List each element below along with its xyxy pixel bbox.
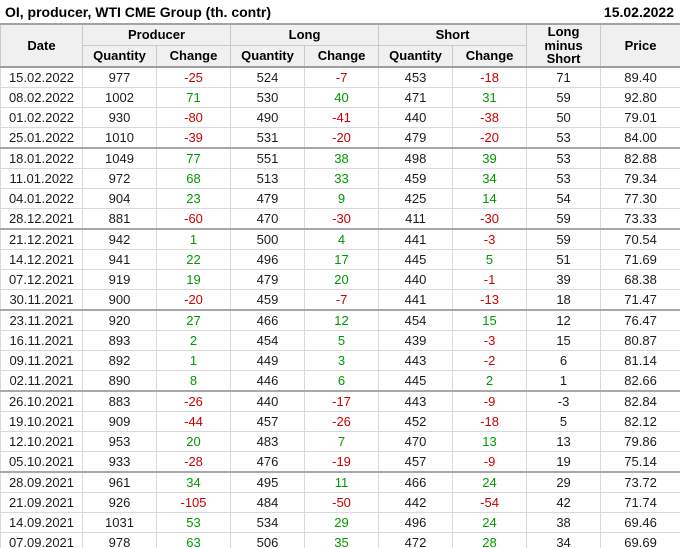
long-quantity-cell: 454	[231, 330, 305, 350]
price-cell: 82.88	[601, 148, 680, 169]
table-row	[1, 330, 680, 350]
producer-change-cell: 27	[157, 310, 231, 331]
long-minus-short-cell: 34	[527, 532, 601, 548]
producer-quantity-cell: 1002	[83, 87, 157, 107]
producer-quantity-cell: 904	[83, 188, 157, 208]
short-quantity-cell: 470	[379, 431, 453, 451]
date-cell: 08.02.2022	[1, 87, 83, 107]
table-row	[1, 289, 680, 310]
producer-change-cell: -20	[157, 289, 231, 310]
long-change-cell: -17	[305, 391, 379, 412]
date-cell: 21.12.2021	[1, 229, 83, 250]
table-header	[1, 24, 680, 67]
long-change-cell: 6	[305, 370, 379, 391]
long-minus-short-cell: 15	[527, 330, 601, 350]
table-row	[1, 127, 680, 148]
col-group-short: Short	[379, 24, 527, 45]
table-row	[1, 310, 680, 331]
producer-quantity-cell: 890	[83, 370, 157, 391]
producer-quantity-cell: 930	[83, 107, 157, 127]
long-quantity-cell: 534	[231, 512, 305, 532]
price-cell: 70.54	[601, 229, 680, 250]
short-change-cell: 28	[453, 532, 527, 548]
short-quantity-cell: 457	[379, 451, 453, 472]
short-quantity-cell: 466	[379, 472, 453, 493]
col-group-long: Long	[231, 24, 379, 45]
long-change-cell: 29	[305, 512, 379, 532]
short-quantity-cell: 443	[379, 391, 453, 412]
date-cell: 14.12.2021	[1, 249, 83, 269]
date-cell: 15.02.2022	[1, 67, 83, 88]
short-change-cell: 24	[453, 512, 527, 532]
price-cell: 79.34	[601, 168, 680, 188]
table-row	[1, 532, 680, 548]
long-quantity-cell: 449	[231, 350, 305, 370]
long-change-cell: 11	[305, 472, 379, 493]
price-cell: 69.46	[601, 512, 680, 532]
producer-change-cell: 8	[157, 370, 231, 391]
table-row	[1, 472, 680, 493]
table-row	[1, 451, 680, 472]
price-cell: 89.40	[601, 67, 680, 88]
short-quantity-cell: 439	[379, 330, 453, 350]
table-row	[1, 431, 680, 451]
producer-change-cell: 63	[157, 532, 231, 548]
short-change-cell: -9	[453, 391, 527, 412]
long-change-cell: -7	[305, 289, 379, 310]
col-group-producer: Producer	[83, 24, 231, 45]
short-quantity-cell: 440	[379, 107, 453, 127]
price-cell: 73.33	[601, 208, 680, 229]
price-cell: 84.00	[601, 127, 680, 148]
date-cell: 18.01.2022	[1, 148, 83, 169]
report-date: 15.02.2022	[603, 3, 674, 20]
long-quantity-cell: 530	[231, 87, 305, 107]
short-quantity-cell: 441	[379, 229, 453, 250]
short-change-cell: 5	[453, 249, 527, 269]
long-change-cell: -7	[305, 67, 379, 88]
short-change-cell: -18	[453, 411, 527, 431]
producer-quantity-cell: 978	[83, 532, 157, 548]
producer-quantity-cell: 953	[83, 431, 157, 451]
short-change-cell: -38	[453, 107, 527, 127]
long-minus-short-cell: 38	[527, 512, 601, 532]
long-minus-short-cell: 18	[527, 289, 601, 310]
long-change-cell: -50	[305, 492, 379, 512]
price-cell: 79.01	[601, 107, 680, 127]
long-change-cell: 33	[305, 168, 379, 188]
long-quantity-cell: 440	[231, 391, 305, 412]
producer-change-cell: 22	[157, 249, 231, 269]
long-change-cell: -26	[305, 411, 379, 431]
long-quantity-cell: 484	[231, 492, 305, 512]
producer-change-cell: -44	[157, 411, 231, 431]
table-row	[1, 391, 680, 412]
long-minus-short-cell: 13	[527, 431, 601, 451]
table-row	[1, 249, 680, 269]
producer-change-cell: 20	[157, 431, 231, 451]
long-minus-short-cell: 53	[527, 148, 601, 169]
long-quantity-cell: 500	[231, 229, 305, 250]
price-cell: 79.86	[601, 431, 680, 451]
long-minus-short-cell: -3	[527, 391, 601, 412]
col-header-short-change: Change	[453, 45, 527, 66]
short-change-cell: -3	[453, 330, 527, 350]
table-row	[1, 411, 680, 431]
producer-change-cell: 34	[157, 472, 231, 493]
short-quantity-cell: 441	[379, 289, 453, 310]
producer-quantity-cell: 881	[83, 208, 157, 229]
producer-change-cell: -105	[157, 492, 231, 512]
long-change-cell: 17	[305, 249, 379, 269]
long-change-cell: 20	[305, 269, 379, 289]
price-cell: 71.69	[601, 249, 680, 269]
short-change-cell: -13	[453, 289, 527, 310]
long-quantity-cell: 446	[231, 370, 305, 391]
price-cell: 68.38	[601, 269, 680, 289]
long-minus-short-cell: 39	[527, 269, 601, 289]
short-change-cell: 24	[453, 472, 527, 493]
date-cell: 07.12.2021	[1, 269, 83, 289]
price-cell: 82.12	[601, 411, 680, 431]
date-cell: 23.11.2021	[1, 310, 83, 331]
long-change-cell: -30	[305, 208, 379, 229]
producer-quantity-cell: 1031	[83, 512, 157, 532]
col-header-producer-quantity: Quantity	[83, 45, 157, 66]
short-quantity-cell: 454	[379, 310, 453, 331]
table-row	[1, 350, 680, 370]
producer-quantity-cell: 1010	[83, 127, 157, 148]
short-quantity-cell: 425	[379, 188, 453, 208]
producer-quantity-cell: 926	[83, 492, 157, 512]
long-change-cell: -41	[305, 107, 379, 127]
price-cell: 75.14	[601, 451, 680, 472]
short-quantity-cell: 445	[379, 370, 453, 391]
col-header-short-quantity: Quantity	[379, 45, 453, 66]
col-header-price: Price	[601, 24, 680, 67]
long-minus-short-cell: 53	[527, 127, 601, 148]
date-cell: 07.09.2021	[1, 532, 83, 548]
producer-quantity-cell: 900	[83, 289, 157, 310]
producer-change-cell: -28	[157, 451, 231, 472]
producer-quantity-cell: 961	[83, 472, 157, 493]
date-cell: 14.09.2021	[1, 512, 83, 532]
long-quantity-cell: 524	[231, 67, 305, 88]
price-cell: 82.66	[601, 370, 680, 391]
short-quantity-cell: 442	[379, 492, 453, 512]
long-change-cell: 38	[305, 148, 379, 169]
date-cell: 16.11.2021	[1, 330, 83, 350]
price-cell: 77.30	[601, 188, 680, 208]
long-change-cell: 35	[305, 532, 379, 548]
table-row	[1, 492, 680, 512]
short-quantity-cell: 471	[379, 87, 453, 107]
long-minus-short-cell: 1	[527, 370, 601, 391]
producer-change-cell: 1	[157, 229, 231, 250]
date-cell: 19.10.2021	[1, 411, 83, 431]
short-quantity-cell: 452	[379, 411, 453, 431]
table-row	[1, 512, 680, 532]
price-cell: 82.84	[601, 391, 680, 412]
producer-quantity-cell: 941	[83, 249, 157, 269]
date-cell: 26.10.2021	[1, 391, 83, 412]
long-quantity-cell: 513	[231, 168, 305, 188]
long-minus-short-cell: 59	[527, 87, 601, 107]
date-cell: 28.09.2021	[1, 472, 83, 493]
table-row	[1, 370, 680, 391]
long-minus-short-cell: 42	[527, 492, 601, 512]
short-change-cell: -54	[453, 492, 527, 512]
producer-change-cell: 19	[157, 269, 231, 289]
short-change-cell: -20	[453, 127, 527, 148]
long-quantity-cell: 496	[231, 249, 305, 269]
short-change-cell: 13	[453, 431, 527, 451]
date-cell: 05.10.2021	[1, 451, 83, 472]
short-change-cell: -30	[453, 208, 527, 229]
price-cell: 76.47	[601, 310, 680, 331]
short-change-cell: 14	[453, 188, 527, 208]
long-quantity-cell: 459	[231, 289, 305, 310]
date-cell: 25.01.2022	[1, 127, 83, 148]
long-minus-short-cell: 50	[527, 107, 601, 127]
short-change-cell: -9	[453, 451, 527, 472]
table-row	[1, 188, 680, 208]
date-cell: 04.01.2022	[1, 188, 83, 208]
price-cell: 69.69	[601, 532, 680, 548]
date-cell: 02.11.2021	[1, 370, 83, 391]
col-header-long-change: Change	[305, 45, 379, 66]
title-bar	[0, 0, 680, 23]
price-cell: 71.74	[601, 492, 680, 512]
long-minus-short-cell: 51	[527, 249, 601, 269]
long-quantity-cell: 466	[231, 310, 305, 331]
col-header-producer-change: Change	[157, 45, 231, 66]
date-cell: 30.11.2021	[1, 289, 83, 310]
producer-change-cell: 2	[157, 330, 231, 350]
table-row	[1, 67, 680, 88]
producer-quantity-cell: 977	[83, 67, 157, 88]
price-cell: 81.14	[601, 350, 680, 370]
short-quantity-cell: 496	[379, 512, 453, 532]
long-minus-short-cell: 53	[527, 168, 601, 188]
short-change-cell: 2	[453, 370, 527, 391]
long-change-cell: 9	[305, 188, 379, 208]
long-change-cell: 7	[305, 431, 379, 451]
date-cell: 28.12.2021	[1, 208, 83, 229]
producer-change-cell: 53	[157, 512, 231, 532]
short-change-cell: -1	[453, 269, 527, 289]
long-quantity-cell: 483	[231, 431, 305, 451]
producer-change-cell: -60	[157, 208, 231, 229]
producer-change-cell: 23	[157, 188, 231, 208]
table-body	[1, 67, 680, 548]
producer-change-cell: 68	[157, 168, 231, 188]
short-change-cell: -3	[453, 229, 527, 250]
long-minus-short-cell: 5	[527, 411, 601, 431]
price-cell: 71.47	[601, 289, 680, 310]
long-change-cell: 4	[305, 229, 379, 250]
date-cell: 11.01.2022	[1, 168, 83, 188]
short-quantity-cell: 453	[379, 67, 453, 88]
producer-quantity-cell: 942	[83, 229, 157, 250]
long-quantity-cell: 479	[231, 188, 305, 208]
table-row	[1, 148, 680, 169]
cot-table	[0, 23, 680, 548]
table-row	[1, 269, 680, 289]
short-change-cell: 34	[453, 168, 527, 188]
price-cell: 92.80	[601, 87, 680, 107]
long-minus-short-cell: 6	[527, 350, 601, 370]
long-change-cell: -20	[305, 127, 379, 148]
long-minus-short-cell: 12	[527, 310, 601, 331]
short-change-cell: -18	[453, 67, 527, 88]
short-quantity-cell: 459	[379, 168, 453, 188]
producer-quantity-cell: 893	[83, 330, 157, 350]
col-header-long-minus-short: Long minus Short	[527, 24, 601, 67]
producer-quantity-cell: 919	[83, 269, 157, 289]
producer-change-cell: -26	[157, 391, 231, 412]
short-quantity-cell: 411	[379, 208, 453, 229]
long-quantity-cell: 476	[231, 451, 305, 472]
short-quantity-cell: 498	[379, 148, 453, 169]
table-row	[1, 168, 680, 188]
short-change-cell: 39	[453, 148, 527, 169]
long-minus-short-cell: 59	[527, 229, 601, 250]
table-row	[1, 107, 680, 127]
producer-quantity-cell: 892	[83, 350, 157, 370]
table-row	[1, 208, 680, 229]
producer-quantity-cell: 909	[83, 411, 157, 431]
producer-change-cell: 77	[157, 148, 231, 169]
page-title: OI, producer, WTI CME Group (th. contr)	[5, 3, 271, 20]
long-quantity-cell: 457	[231, 411, 305, 431]
date-cell: 12.10.2021	[1, 431, 83, 451]
date-cell: 09.11.2021	[1, 350, 83, 370]
long-minus-short-cell: 19	[527, 451, 601, 472]
price-cell: 73.72	[601, 472, 680, 493]
price-cell: 80.87	[601, 330, 680, 350]
short-change-cell: 31	[453, 87, 527, 107]
long-minus-short-cell: 71	[527, 67, 601, 88]
long-quantity-cell: 551	[231, 148, 305, 169]
long-minus-short-cell: 29	[527, 472, 601, 493]
long-change-cell: 3	[305, 350, 379, 370]
producer-change-cell: 71	[157, 87, 231, 107]
table-row	[1, 229, 680, 250]
producer-quantity-cell: 933	[83, 451, 157, 472]
producer-change-cell: -39	[157, 127, 231, 148]
long-quantity-cell: 506	[231, 532, 305, 548]
table-row	[1, 87, 680, 107]
long-minus-short-cell: 54	[527, 188, 601, 208]
long-quantity-cell: 479	[231, 269, 305, 289]
producer-change-cell: -80	[157, 107, 231, 127]
producer-change-cell: 1	[157, 350, 231, 370]
producer-quantity-cell: 972	[83, 168, 157, 188]
producer-quantity-cell: 1049	[83, 148, 157, 169]
producer-change-cell: -25	[157, 67, 231, 88]
producer-quantity-cell: 883	[83, 391, 157, 412]
col-header-date: Date	[1, 24, 83, 67]
long-quantity-cell: 470	[231, 208, 305, 229]
long-quantity-cell: 490	[231, 107, 305, 127]
short-quantity-cell: 445	[379, 249, 453, 269]
short-quantity-cell: 440	[379, 269, 453, 289]
long-quantity-cell: 495	[231, 472, 305, 493]
date-cell: 01.02.2022	[1, 107, 83, 127]
long-minus-short-cell: 59	[527, 208, 601, 229]
short-change-cell: 15	[453, 310, 527, 331]
producer-quantity-cell: 920	[83, 310, 157, 331]
long-change-cell: -19	[305, 451, 379, 472]
short-change-cell: -2	[453, 350, 527, 370]
short-quantity-cell: 443	[379, 350, 453, 370]
col-header-long-quantity: Quantity	[231, 45, 305, 66]
date-cell: 21.09.2021	[1, 492, 83, 512]
long-change-cell: 12	[305, 310, 379, 331]
long-change-cell: 5	[305, 330, 379, 350]
short-quantity-cell: 472	[379, 532, 453, 548]
short-quantity-cell: 479	[379, 127, 453, 148]
long-quantity-cell: 531	[231, 127, 305, 148]
long-change-cell: 40	[305, 87, 379, 107]
